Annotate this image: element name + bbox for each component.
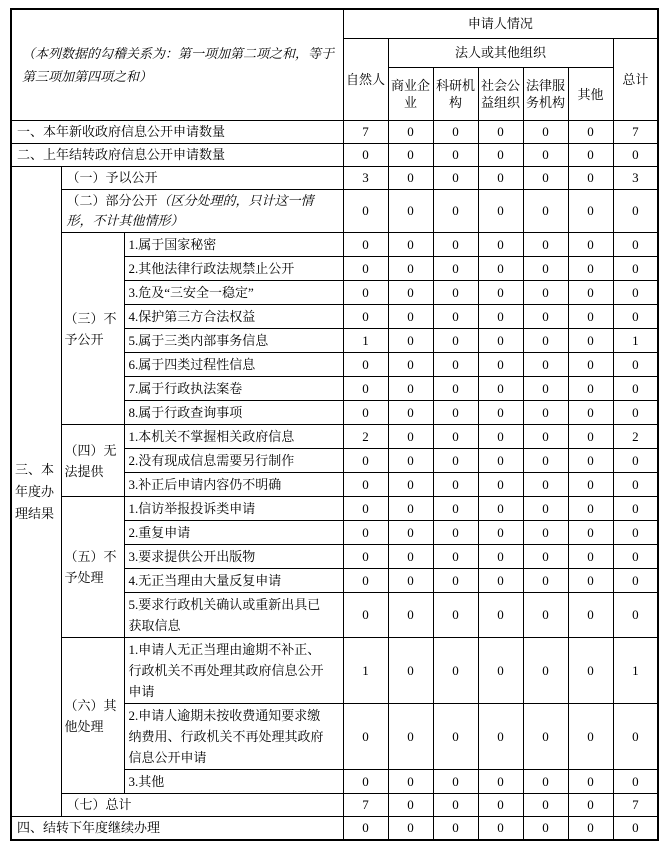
value-cell: 0 (433, 569, 478, 593)
item-label: 4.无正当理由大量反复申请 (124, 569, 343, 593)
value-cell: 0 (433, 233, 478, 257)
table-row-new-requests (11, 121, 658, 144)
col-header-social: 社会公益组织 (478, 68, 523, 121)
value-cell: 0 (478, 704, 523, 770)
item-label: 3.补正后申请内容仍不明确 (124, 473, 343, 497)
value-cell: 7 (613, 794, 658, 817)
reconciliation-note-text: （本列数据的勾稽关系为：第一项加第二项之和，等于第三项加第四项之和） (22, 46, 335, 84)
value-cell: 0 (388, 770, 433, 794)
value-cell: 0 (478, 233, 523, 257)
value-cell: 0 (523, 281, 568, 305)
item-label: 3.其他 (124, 770, 343, 794)
value-cell: 0 (523, 449, 568, 473)
value-cell: 0 (343, 545, 388, 569)
value-cell: 0 (343, 353, 388, 377)
value-cell: 3 (613, 167, 658, 190)
value-cell: 0 (388, 257, 433, 281)
value-cell: 0 (433, 257, 478, 281)
value-cell: 0 (568, 353, 613, 377)
value-cell: 0 (568, 794, 613, 817)
col-header-legal-group: 法人或其他组织 (388, 39, 613, 68)
value-cell: 0 (613, 521, 658, 545)
group-label-not-public: （三）不予公开 (61, 233, 124, 425)
reconciliation-note (11, 9, 343, 121)
value-cell: 0 (478, 257, 523, 281)
value-cell: 0 (523, 770, 568, 794)
value-cell: 0 (523, 233, 568, 257)
value-cell: 0 (478, 593, 523, 638)
col-header-natural-person: 自然人 (343, 39, 388, 121)
value-cell: 0 (613, 353, 658, 377)
value-cell: 0 (433, 817, 478, 841)
value-cell: 0 (478, 377, 523, 401)
value-cell: 0 (613, 545, 658, 569)
value-cell: 0 (568, 569, 613, 593)
value-cell: 0 (568, 497, 613, 521)
value-cell: 0 (388, 704, 433, 770)
item-label: 2.重复申请 (124, 521, 343, 545)
item-label: 2.其他法律行政法规禁止公开 (124, 257, 343, 281)
value-cell: 0 (388, 569, 433, 593)
value-cell: 0 (388, 377, 433, 401)
value-cell: 0 (523, 167, 568, 190)
value-cell: 0 (343, 281, 388, 305)
value-cell: 0 (568, 190, 613, 233)
value-cell: 0 (523, 521, 568, 545)
table-row-partially-public (11, 190, 658, 233)
value-cell: 0 (523, 329, 568, 353)
value-cell: 0 (613, 233, 658, 257)
value-cell: 0 (613, 144, 658, 167)
value-cell: 2 (343, 425, 388, 449)
value-cell: 0 (478, 144, 523, 167)
group-label-not-processed: （五）不予处理 (61, 497, 124, 638)
value-cell: 0 (343, 770, 388, 794)
value-cell: 0 (478, 329, 523, 353)
value-cell: 0 (388, 817, 433, 841)
value-cell: 0 (568, 545, 613, 569)
value-cell: 0 (433, 770, 478, 794)
value-cell: 0 (613, 704, 658, 770)
value-cell: 0 (523, 377, 568, 401)
value-cell: 0 (568, 473, 613, 497)
value-cell: 0 (478, 545, 523, 569)
value-cell: 0 (433, 329, 478, 353)
value-cell: 0 (523, 144, 568, 167)
value-cell: 0 (523, 425, 568, 449)
value-cell: 0 (388, 233, 433, 257)
item-label: 2.没有现成信息需要另行制作 (124, 449, 343, 473)
value-cell: 0 (433, 545, 478, 569)
col-header-business: 商业企业 (388, 68, 433, 121)
value-cell: 0 (568, 257, 613, 281)
item-label: 2.申请人逾期未按收费通知要求缴纳费用、行政机关不再处理其政府信息公开申请 (124, 704, 343, 770)
col-header-legal-service: 法律服务机构 (523, 68, 568, 121)
col-header-research: 科研机构 (433, 68, 478, 121)
value-cell: 0 (343, 190, 388, 233)
value-cell: 0 (388, 353, 433, 377)
value-cell: 0 (568, 638, 613, 704)
row-label: 四、结转下年度继续办理 (11, 817, 343, 841)
value-cell: 0 (568, 401, 613, 425)
value-cell: 0 (478, 638, 523, 704)
item-label: 8.属于行政查询事项 (124, 401, 343, 425)
value-cell: 0 (343, 233, 388, 257)
value-cell: 0 (613, 473, 658, 497)
value-cell: 0 (388, 593, 433, 638)
item-label: 3.要求提供公开出版物 (124, 545, 343, 569)
value-cell: 0 (523, 569, 568, 593)
table-row (11, 9, 658, 39)
value-cell: 0 (388, 545, 433, 569)
value-cell: 0 (343, 257, 388, 281)
table-row (11, 425, 658, 449)
value-cell: 7 (343, 794, 388, 817)
item-label: 1.信访举报投诉类申请 (124, 497, 343, 521)
value-cell: 0 (523, 121, 568, 144)
value-cell: 0 (568, 449, 613, 473)
value-cell: 0 (433, 497, 478, 521)
value-cell: 0 (388, 425, 433, 449)
value-cell: 0 (568, 817, 613, 841)
value-cell: 0 (388, 521, 433, 545)
value-cell: 0 (433, 190, 478, 233)
value-cell: 0 (343, 817, 388, 841)
table-row-next-year (11, 817, 658, 841)
value-cell: 0 (433, 704, 478, 770)
value-cell: 0 (433, 473, 478, 497)
value-cell: 0 (343, 497, 388, 521)
table-row-carried-over (11, 144, 658, 167)
value-cell: 0 (613, 593, 658, 638)
col-header-total: 总计 (613, 39, 658, 121)
item-label: 1.本机关不掌握相关政府信息 (124, 425, 343, 449)
value-cell: 1 (343, 638, 388, 704)
table-row (11, 497, 658, 521)
value-cell: 0 (388, 794, 433, 817)
value-cell: 0 (343, 569, 388, 593)
value-cell: 0 (433, 521, 478, 545)
value-cell: 0 (388, 329, 433, 353)
group-label-note: （区分处理的，只计这一情形，不计其他情形） (66, 193, 314, 228)
value-cell: 0 (388, 473, 433, 497)
value-cell: 0 (523, 593, 568, 638)
col-header-applicant-group: 申请人情况 (343, 9, 658, 39)
value-cell: 0 (343, 377, 388, 401)
value-cell: 0 (343, 704, 388, 770)
item-label: 3.危及“三安全一稳定” (124, 281, 343, 305)
row-label: 二、上年结转政府信息公开申请数量 (11, 144, 343, 167)
value-cell: 0 (523, 190, 568, 233)
value-cell: 0 (568, 704, 613, 770)
value-cell: 0 (433, 638, 478, 704)
value-cell: 0 (613, 401, 658, 425)
table-row-subtotal (11, 794, 658, 817)
value-cell: 0 (343, 449, 388, 473)
value-cell: 0 (433, 144, 478, 167)
value-cell: 0 (433, 401, 478, 425)
value-cell: 0 (568, 305, 613, 329)
value-cell: 0 (433, 353, 478, 377)
value-cell: 0 (523, 473, 568, 497)
col-header-other: 其他 (568, 68, 613, 121)
item-label: 7.属于行政执法案卷 (124, 377, 343, 401)
value-cell: 7 (343, 121, 388, 144)
group-label-unable-to-provide: （四）无法提供 (61, 425, 124, 497)
value-cell: 0 (568, 144, 613, 167)
row-label: 一、本年新收政府信息公开申请数量 (11, 121, 343, 144)
value-cell: 0 (523, 817, 568, 841)
value-cell: 0 (388, 121, 433, 144)
value-cell: 0 (388, 401, 433, 425)
value-cell: 0 (568, 770, 613, 794)
gov-info-disclosure-table (10, 8, 659, 841)
value-cell: 0 (478, 817, 523, 841)
value-cell: 0 (478, 281, 523, 305)
value-cell: 1 (613, 638, 658, 704)
value-cell: 0 (433, 794, 478, 817)
value-cell: 0 (343, 144, 388, 167)
item-label: 6.属于四类过程性信息 (124, 353, 343, 377)
value-cell: 0 (523, 638, 568, 704)
value-cell: 0 (433, 425, 478, 449)
value-cell: 0 (568, 521, 613, 545)
value-cell: 0 (343, 473, 388, 497)
value-cell: 0 (568, 121, 613, 144)
value-cell: 0 (478, 167, 523, 190)
value-cell: 0 (613, 569, 658, 593)
value-cell: 0 (433, 305, 478, 329)
item-label: 5.属于三类内部事务信息 (124, 329, 343, 353)
value-cell: 0 (343, 305, 388, 329)
value-cell: 0 (343, 401, 388, 425)
group-label-total: （七）总计 (61, 794, 343, 817)
table-row (11, 233, 658, 257)
value-cell: 2 (613, 425, 658, 449)
item-label: 4.保护第三方合法权益 (124, 305, 343, 329)
value-cell: 0 (568, 425, 613, 449)
table-row-granted (11, 167, 658, 190)
value-cell: 0 (523, 401, 568, 425)
value-cell: 0 (478, 473, 523, 497)
value-cell: 0 (568, 167, 613, 190)
value-cell: 0 (523, 794, 568, 817)
value-cell: 0 (478, 569, 523, 593)
value-cell: 0 (433, 121, 478, 144)
value-cell: 0 (523, 545, 568, 569)
table-row (11, 638, 658, 704)
value-cell: 1 (343, 329, 388, 353)
value-cell: 0 (478, 497, 523, 521)
value-cell: 0 (388, 305, 433, 329)
value-cell: 0 (613, 257, 658, 281)
group-label-main: （二）部分公开 (66, 193, 158, 208)
value-cell: 0 (613, 770, 658, 794)
item-label: 5.要求行政机关确认或重新出具已获取信息 (124, 593, 343, 638)
value-cell: 0 (343, 521, 388, 545)
value-cell: 0 (613, 497, 658, 521)
value-cell: 0 (478, 449, 523, 473)
value-cell: 0 (613, 377, 658, 401)
value-cell: 0 (478, 305, 523, 329)
value-cell: 0 (523, 353, 568, 377)
group-label (61, 190, 343, 233)
value-cell: 0 (568, 281, 613, 305)
value-cell: 0 (388, 449, 433, 473)
value-cell: 0 (478, 521, 523, 545)
value-cell: 0 (568, 233, 613, 257)
value-cell: 0 (388, 281, 433, 305)
value-cell: 0 (523, 497, 568, 521)
value-cell: 0 (388, 638, 433, 704)
group-label-other-handling: （六）其他处理 (61, 638, 124, 794)
value-cell: 0 (478, 770, 523, 794)
value-cell: 0 (568, 377, 613, 401)
value-cell: 1 (613, 329, 658, 353)
value-cell: 0 (523, 305, 568, 329)
value-cell: 0 (613, 190, 658, 233)
value-cell: 0 (388, 190, 433, 233)
value-cell: 0 (478, 190, 523, 233)
value-cell: 0 (478, 121, 523, 144)
value-cell: 0 (388, 497, 433, 521)
value-cell: 0 (388, 167, 433, 190)
value-cell: 0 (433, 593, 478, 638)
value-cell: 0 (343, 593, 388, 638)
value-cell: 0 (433, 377, 478, 401)
value-cell: 0 (568, 593, 613, 638)
value-cell: 3 (343, 167, 388, 190)
value-cell: 7 (613, 121, 658, 144)
value-cell: 0 (433, 449, 478, 473)
item-label: 1.申请人无正当理由逾期不补正、行政机关不再处理其政府信息公开申请 (124, 638, 343, 704)
section-label-annual-results: 三、本年度办理结果 (11, 167, 61, 817)
value-cell: 0 (478, 794, 523, 817)
value-cell: 0 (568, 329, 613, 353)
value-cell: 0 (478, 425, 523, 449)
value-cell: 0 (388, 144, 433, 167)
value-cell: 0 (613, 305, 658, 329)
value-cell: 0 (523, 704, 568, 770)
value-cell: 0 (613, 281, 658, 305)
value-cell: 0 (613, 817, 658, 841)
value-cell: 0 (433, 167, 478, 190)
group-label: （一）予以公开 (61, 167, 343, 190)
value-cell: 0 (433, 281, 478, 305)
value-cell: 0 (478, 401, 523, 425)
item-label: 1.属于国家秘密 (124, 233, 343, 257)
value-cell: 0 (523, 257, 568, 281)
value-cell: 0 (613, 449, 658, 473)
value-cell: 0 (478, 353, 523, 377)
